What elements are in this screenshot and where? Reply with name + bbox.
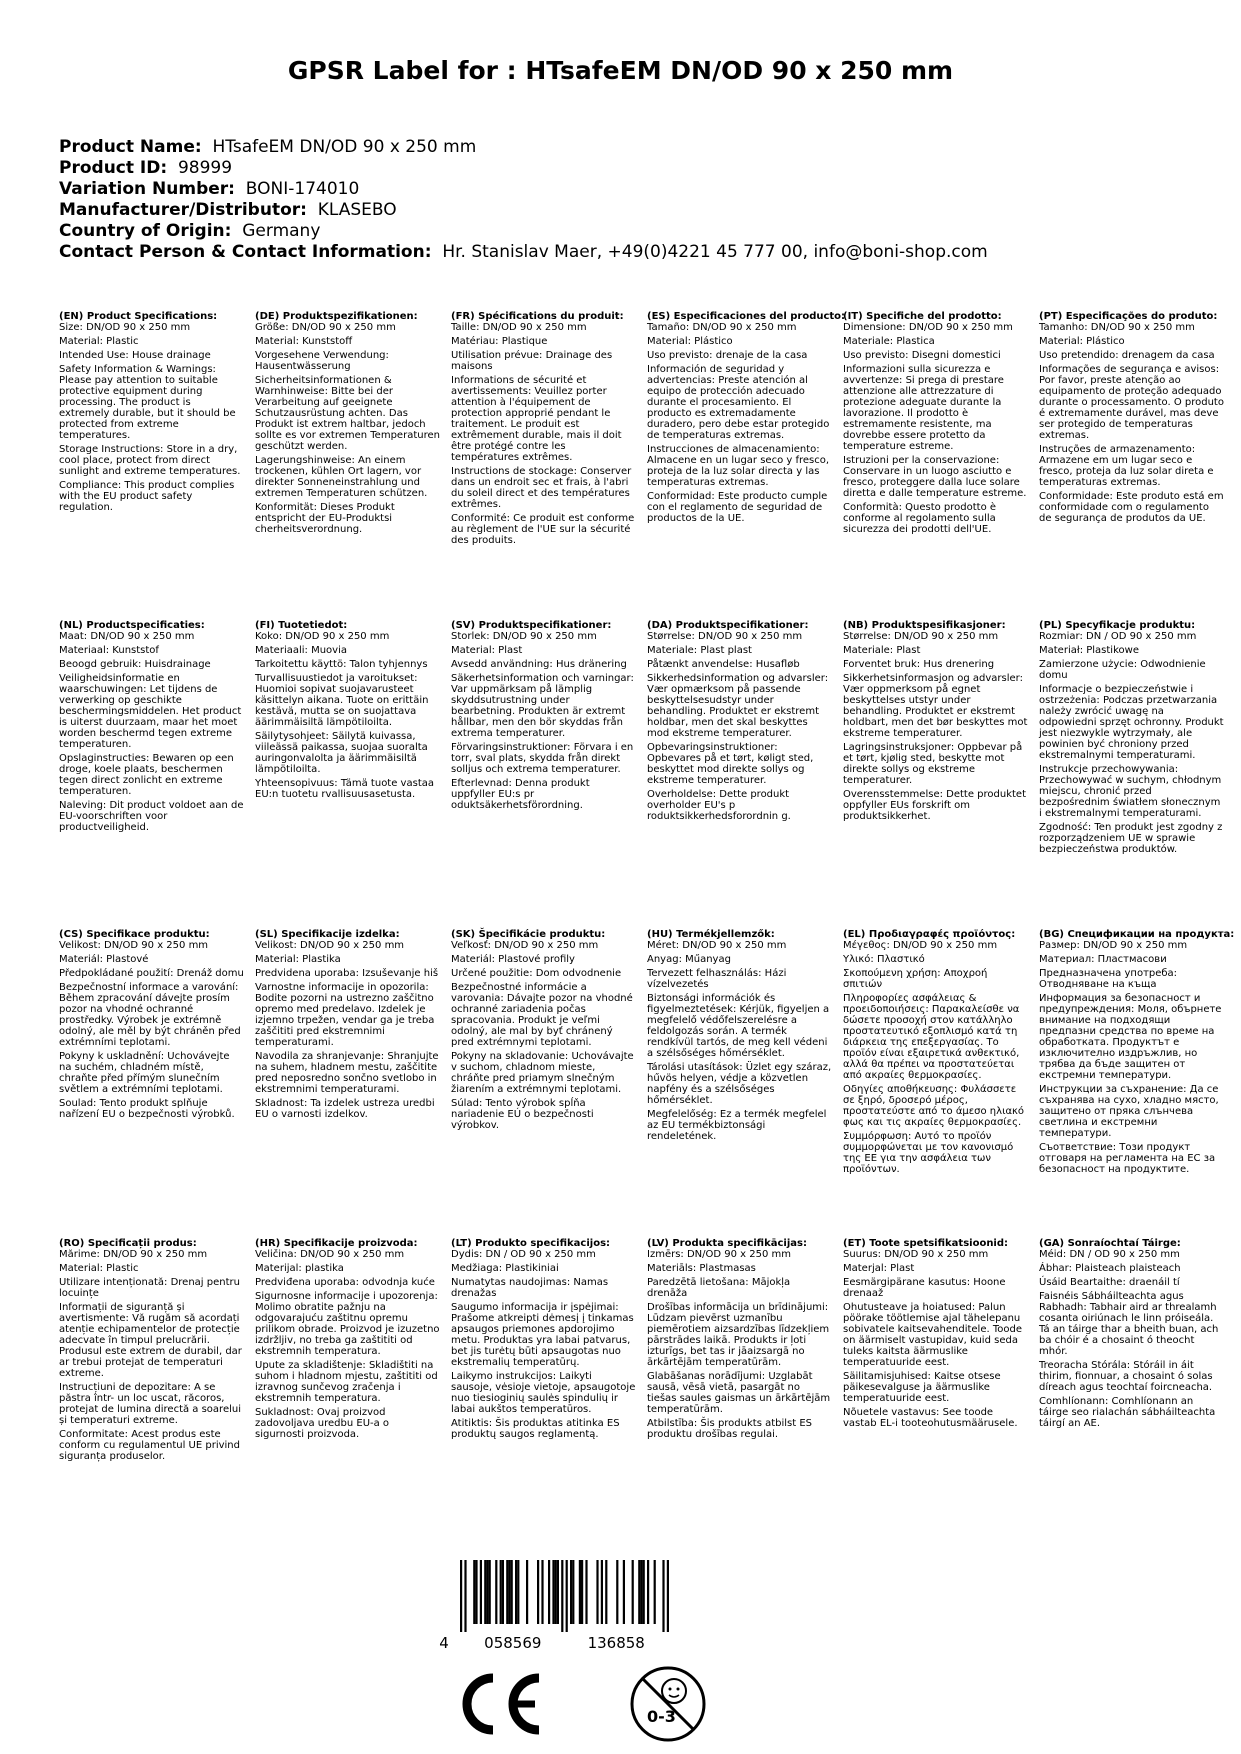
spec-paragraph: Σκοπούμενη χρήση: Αποχροή σπιτιών [843, 968, 988, 990]
spec-block [59, 620, 244, 836]
spec-paragraph: Materiál: Plastové profily [451, 954, 575, 965]
spec-paragraph: Materiāls: Plastmasas [647, 1263, 756, 1274]
spec-paragraph: Material: Plastic [59, 1263, 139, 1274]
barcode-bar [632, 1560, 634, 1624]
barcode-bar [643, 1560, 645, 1624]
barcode-bar [473, 1560, 475, 1624]
barcode-bar [500, 1560, 502, 1624]
spec-block [451, 929, 636, 1134]
spec-block [843, 1238, 1028, 1432]
spec-paragraph: Safety Information & Warnings: Please pay attention to suitable protective equipment during processing. The product is extremely durable, but it should be protected from extreme temperatures. [59, 364, 236, 441]
spec-paragraph: Forventet bruk: Hus drenering [843, 659, 995, 670]
spec-paragraph: Zgodność: Ten produkt jest zgodny z rozporządzeniem UE w sprawie bezpieczeństwa produktów. [1039, 822, 1223, 855]
spec-paragraph: Bezpečnostní informace a varování: Během zpracování dávejte prosím pozor na vhodné ochranné prostředky. Výrobek je extrémně odolný, ale měl by být chráněn před extrémními teplotami. [59, 982, 241, 1048]
barcode-bars [436, 1560, 736, 1660]
spec-paragraph: Bezpečnostné informácie a varovania: Dávajte pozor na vhodné ochranné zariadenia počas spracovania. Produkt je veľmi odolný, ale mal by byť chránený pred extrémnymi teplotami. [451, 982, 633, 1048]
product-info [59, 137, 1189, 263]
spec-paragraph: Υλικό: Πλαστικό [843, 954, 925, 965]
spec-paragraph: Pokyny k uskladnění: Uchovávejte na suchém, chladném místě, chraňte před přímým slunečním světlem a extrémními teplotami. [59, 1051, 230, 1095]
spec-heading: (EL) Προδιαγραφές προϊόντος: [843, 929, 1016, 940]
spec-paragraph: Størrelse: DN/OD 90 x 250 mm [647, 631, 803, 642]
spec-paragraph: Materjal: Plast [843, 1263, 915, 1274]
spec-paragraph: Eesmärgipärane kasutus: Hoone drenaaž [843, 1277, 1006, 1299]
spec-paragraph: Varnostne informacije in opozorila: Bodite pozorni na ustrezno zaščitno opremo med predelavo. Izdelek je izjemno trpežen, vendar ga je treba zaščititi pred ekstremnimi temperaturami. [255, 982, 435, 1048]
spec-paragraph: Méid: DN / OD 90 x 250 mm [1039, 1249, 1180, 1260]
barcode-bar [537, 1560, 539, 1624]
spec-paragraph: Instructions de stockage: Conserver dans un endroit sec et frais, à l'abri du soleil direct et des températures extrêmes. [451, 466, 632, 510]
spec-paragraph: Instruções de armazenamento: Armazene em um lugar seco e fresco, proteja da luz solar direta e temperaturas extremas. [1039, 444, 1214, 488]
spec-heading: (NL) Productspecificaties: [59, 620, 205, 631]
barcode-bar [464, 1560, 466, 1632]
spec-paragraph: Konformität: Dieses Produkt entspricht der EU-Produktsi cherheitsverordnung. [255, 502, 395, 535]
spec-paragraph: Compliance: This product complies with the EU product safety regulation. [59, 480, 235, 513]
barcode-bar [647, 1560, 649, 1624]
spec-paragraph: Numatytas naudojimas: Namas drenažas [451, 1277, 609, 1299]
spec-paragraph: Atbilstība: Šis produkts atbilst ES produktu drošības regulai. [647, 1418, 813, 1440]
spec-paragraph: Súlad: Tento výrobok spĺňa nariadenie EÚ o bezpečnosti výrobkov. [451, 1098, 594, 1131]
spec-heading: (FR) Spécifications du produit: [451, 311, 624, 322]
spec-paragraph: Nõuetele vastavus: See toode vastab EL-i tooteohutusmäärusele. [843, 1407, 1018, 1429]
spec-paragraph: Lagringsinstruksjoner: Oppbevar på et tørt, kjølig sted, beskytte mot direkte sollys og ekstreme temperaturer. [843, 742, 1023, 786]
spec-paragraph: Material: Plástico [647, 336, 733, 347]
spec-paragraph: Tamaño: DN/OD 90 x 250 mm [647, 322, 797, 333]
info-variation-number: Variation Number: BONI-174010 [59, 179, 360, 199]
spec-paragraph: Úsáid Beartaithe: draenáil tí [1039, 1277, 1180, 1288]
spec-heading: (DA) Produktspecifikationer: [647, 620, 809, 631]
spec-paragraph: Overholdelse: Dette produkt overholder EU's p roduktsikkerhedsforordnin g. [647, 789, 791, 822]
spec-paragraph: Megfelelőség: Ez a termék megfelel az EU termékbiztonsági rendeletének. [647, 1109, 827, 1142]
spec-paragraph: Sikkerhetsinformasjon og advarsler: Vær oppmerksom på egnet beskyttelses utstyr under behandling. Produktet er ekstremt holdbart, men det bør beskyttes mot ekstreme temperaturer. [843, 673, 1028, 739]
barcode-bar [654, 1560, 656, 1624]
spec-paragraph: Размер: DN/OD 90 x 250 mm [1039, 940, 1188, 951]
info-product-id: Product ID: 98999 [59, 158, 233, 178]
barcode-bar [570, 1560, 572, 1624]
spec-heading: (DE) Produktspezifikationen: [255, 311, 418, 322]
barcode-bar [480, 1560, 482, 1624]
spec-paragraph: Biztonsági információk és figyelmeztetések: Kérjük, figyeljen a megfelelő védőfelszerelésre a feldolgozás során. A termék rendkívül tartós, de meg kell védeni a szélsőséges hőmérséklet. [647, 993, 830, 1059]
spec-paragraph: Uso previsto: drenaje de la casa [647, 350, 808, 361]
spec-paragraph: Dydis: DN / OD 90 x 250 mm [451, 1249, 596, 1260]
spec-paragraph: Säilytysohjeet: Säilytä kuivassa, viileässä paikassa, suojaa suoralta auringonvalolta ja äärimmäisiltä lämpötiloilta. [255, 731, 428, 775]
spec-paragraph: Material: Plast [451, 645, 523, 656]
spec-paragraph: Opbevaringsinstruktioner: Opbevares på et tørt, køligt sted, beskyttet mod direkte sollys og ekstreme temperaturer. [647, 742, 814, 786]
spec-paragraph: Materiál: Plastové [59, 954, 149, 965]
spec-paragraph: Förvaringsinstruktioner: Förvara i en torr, sval plats, skydda från direkt solljus och extrema temperaturer. [451, 742, 634, 775]
spec-heading: (PL) Specyfikacje produktu: [1039, 620, 1196, 631]
spec-paragraph: Izmērs: DN/OD 90 x 250 mm [647, 1249, 792, 1260]
barcode-bar [515, 1560, 517, 1624]
spec-paragraph: Conformitate: Acest produs este conform cu regulamentul UE privind siguranța produselor. [59, 1429, 240, 1462]
barcode-bar [526, 1560, 528, 1624]
spec-paragraph: Storlek: DN/OD 90 x 250 mm [451, 631, 597, 642]
spec-block [843, 929, 1028, 1178]
spec-paragraph: Οδηγίες αποθήκευσης: Φυλάσσετε σε ξηρό, δροσερό μέρος, προστατεύστε από το άμεσο ηλιακό φως και τις ακραίες θερμοκρασίες. [843, 1084, 1025, 1128]
spec-paragraph: Materiale: Plastica [843, 336, 935, 347]
spec-paragraph: Velikost: DN/OD 90 x 250 mm [255, 940, 405, 951]
spec-paragraph: Naleving: Dit product voldoet aan de EU-voorschriften voor productveiligheid. [59, 800, 244, 833]
spec-paragraph: Conformidad: Este producto cumple con el reglamento de seguridad de productos de la UE. [647, 491, 828, 524]
barcode-bar [667, 1560, 669, 1632]
spec-heading: (GA) Sonraíochtaí Táirge: [1039, 1238, 1181, 1249]
spec-paragraph: Drošības informācija un brīdinājumi: Lūdzam pievērst uzmanību piemērotiem aizsardzības līdzekļiem pārstrādes laikā. Produkts ir ļoti izturīgs, bet tas ir jāaizsargā no ārkārtējām temperatūrām. [647, 1302, 830, 1368]
barcode-bar [596, 1560, 598, 1624]
spec-paragraph: Информация за безопасност и предупреждения: Моля, обърнете внимание на подходящи предпазни средства по време на обработката. Продуктът е изключително издръжлив, но трябва да бъде защитен от екстремни температури. [1039, 993, 1222, 1081]
barcode-bar [572, 1560, 574, 1624]
spec-paragraph: Μέγεθος: DN/OD 90 x 250 mm [843, 940, 998, 951]
spec-paragraph: Anyag: Műanyag [647, 954, 731, 965]
spec-paragraph: Συμμόρφωση: Αυτό το προϊόν συμμορφώνεται με τον κανονισμό της ΕΕ για την ασφάλεια των προϊόντων. [843, 1131, 1014, 1175]
spec-block [59, 311, 244, 516]
spec-block [255, 1238, 440, 1443]
svg-text:0-3: 0-3 [647, 1707, 676, 1726]
barcode-digits: 136858 [587, 1634, 645, 1652]
spec-heading: (IT) Specifiche del prodotto: [843, 311, 1002, 322]
spec-paragraph: Beoogd gebruik: Huisdrainage [59, 659, 211, 670]
spec-paragraph: Predviđena uporaba: odvodnja kuće [255, 1277, 435, 1288]
barcode-bar [475, 1560, 477, 1624]
spec-paragraph: Soulad: Tento produkt splňuje nařízení EU o bezpečnosti výrobků. [59, 1098, 235, 1120]
spec-heading: (BG) Спецификации на продукта: [1039, 929, 1235, 940]
spec-block [255, 929, 440, 1123]
spec-paragraph: Veľkosť: DN/OD 90 x 250 mm [451, 940, 599, 951]
spec-paragraph: Sigurnosne informacije i upozorenja: Molimo obratite pažnju na odgovarajuću zaštitnu opremu prilikom obrade. Proizvod je izuzetno izdržljiv, no treba ga zaštititi od ekstremnih temperatura. [255, 1291, 440, 1357]
spec-block [451, 311, 636, 549]
barcode-bar [640, 1560, 642, 1624]
spec-heading: (SK) Špecifikácie produktu: [451, 929, 606, 940]
spec-block [59, 929, 244, 1123]
spec-paragraph: Utilisation prévue: Drainage des maisons [451, 350, 613, 372]
spec-paragraph: Rozmiar: DN / OD 90 x 250 mm [1039, 631, 1197, 642]
spec-paragraph: Materiale: Plast [843, 645, 921, 656]
spec-paragraph: Lagerungshinweise: An einem trockenen, kühlen Ort lagern, vor direkter Sonneneinstrahlung und extremen Temperaturen schützen. [255, 455, 428, 499]
spec-paragraph: Overensstemmelse: Dette produktet oppfyller EUs forskrift om produktsikkerhet. [843, 789, 1026, 822]
spec-paragraph: Materijal: plastika [255, 1263, 344, 1274]
spec-paragraph: Tamanho: DN/OD 90 x 250 mm [1039, 322, 1195, 333]
age-warning-icon [628, 1664, 708, 1748]
spec-paragraph: Инструкции за съхранение: Да се съхранява на сухо, хладно място, защитено от пряка слънчева светлина и екстремни температури. [1039, 1084, 1219, 1139]
barcode-bar [511, 1560, 513, 1624]
spec-paragraph: Treoracha Stórála: Stóráil in áit thirim, fionnuar, a chosaint ó solas díreach agus teochtaí foircneacha. [1039, 1360, 1213, 1393]
spec-paragraph: Opslaginstructies: Bewaren op een droge, koele plaats, beschermen tegen direct zonlicht en extreme temperaturen. [59, 753, 234, 797]
spec-paragraph: Atitiktis: Šis produktas atitinka ES produktų saugos reglamentą. [451, 1418, 620, 1440]
spec-paragraph: Matériau: Plastique [451, 336, 548, 347]
spec-heading: (ES) Especificaciones del producto: [647, 311, 846, 322]
spec-paragraph: Avsedd användning: Hus dränering [451, 659, 627, 670]
barcode-bar [566, 1560, 568, 1632]
spec-heading: (LV) Produkta specifikācijas: [647, 1238, 807, 1249]
spec-paragraph: Påtænkt anvendelse: Husafløb [647, 659, 800, 670]
spec-paragraph: Veličina: DN/OD 90 x 250 mm [255, 1249, 405, 1260]
spec-heading: (RO) Specificații produs: [59, 1238, 197, 1249]
info-country: Country of Origin: Germany [59, 221, 321, 241]
spec-heading: (ET) Toote spetsifikatsioonid: [843, 1238, 1009, 1249]
spec-paragraph: Navodila za shranjevanje: Shranjujte na suhem, hladnem mestu, zaščitite pred neposredno sončno svetlobo in ekstremnimi temperaturami. [255, 1051, 439, 1095]
info-contact: Contact Person & Contact Information: Hr. Stanislav Maer, +49(0)4221 45 777 00, info@boni-shop.com [59, 242, 988, 262]
spec-block [255, 311, 440, 538]
barcode-bar [616, 1560, 618, 1624]
spec-paragraph: Säilitamisjuhised: Kaitse otsese päikesevalguse ja äärmuslike temperatuuride eest. [843, 1371, 1001, 1404]
spec-paragraph: Velikost: DN/OD 90 x 250 mm [59, 940, 209, 951]
info-product-name: Product Name: HTsafeEM DN/OD 90 x 250 mm [59, 137, 477, 157]
barcode-bar [484, 1560, 486, 1624]
spec-paragraph: Comhlíonann: Comhlíonann an táirge seo rialachán sábháilteachta táirgí an AE. [1039, 1396, 1216, 1429]
spec-paragraph: Vorgesehene Verwendung: Hausentwässerung [255, 350, 389, 372]
spec-paragraph: Saugumo informacija ir įspėjimai: Prašome atkreipti dėmesį į tinkamas apsaugos priemones apdorojimo metu. Produktas yra labai patvarus, bet jis turėtų būti apsaugotas nuo ekstremalių temperatūrų. [451, 1302, 634, 1368]
spec-paragraph: Zamierzone użycie: Odwodnienie domu [1039, 659, 1206, 681]
spec-block [59, 1238, 244, 1465]
spec-paragraph: Informații de siguranță și avertismente: Vă rugăm să acordați atenție echipamentelor de protecție adecvate în timpul prelucrării. Produsul este extrem de durabil, dar ar trebui protejat de temperaturi extreme. [59, 1302, 242, 1379]
spec-paragraph: Съответствие: Този продукт отговаря на регламента на ЕС за безопасност на продуктите. [1039, 1142, 1216, 1175]
spec-block [255, 620, 440, 803]
barcode-bar [662, 1560, 664, 1632]
spec-paragraph: Información de seguridad y advertencias: Preste atención al equipo de protección adecuado durante el procesamiento. El producto es extremadamente duradero, pero debe estar protegido de temperaturas extremas. [647, 364, 830, 441]
spec-paragraph: Glabāšanas norādījumi: Uzglabāt sausā, vēsā vietā, pasargāt no tiešas saules gaismas un ārkārtējām temperatūrām. [647, 1371, 831, 1415]
barcode-bar [489, 1560, 491, 1624]
spec-paragraph: Material: Plástico [1039, 336, 1125, 347]
spec-paragraph: Materiaali: Muovia [255, 645, 347, 656]
spec-block [1039, 620, 1224, 858]
barcode-bar [581, 1560, 583, 1624]
spec-paragraph: Skladnost: Ta izdelek ustreza uredbi EU o varnosti izdelkov. [255, 1098, 435, 1120]
barcode-bar [495, 1560, 497, 1624]
barcode-bar [557, 1560, 559, 1624]
spec-paragraph: Ohutusteave ja hoiatused: Palun pöörake töötlemise ajal tähelepanu sobivatele kaitsevahenditele. Toode on äärmiselt vastupidav, kuid seda tuleks kaitsta äärmuslike temperatuuride eest. [843, 1302, 1022, 1368]
spec-paragraph: Yhteensopivuus: Tämä tuote vastaa EU:n tuotetu rvallisuusasetusta. [255, 778, 434, 800]
barcode-bar [541, 1560, 543, 1624]
spec-paragraph: Sukladnost: Ovaj proizvod zadovoljava uredbu EU-a o sigurnosti proizvoda. [255, 1407, 390, 1440]
barcode-digits: 058569 [484, 1634, 542, 1652]
spec-paragraph: Ábhar: Plaisteach plaisteach [1039, 1263, 1181, 1274]
barcode-digits: 4 [439, 1634, 449, 1652]
spec-heading: (LT) Produkto specifikacijos: [451, 1238, 611, 1249]
barcode-bar [460, 1560, 462, 1632]
spec-block [843, 620, 1028, 825]
spec-paragraph: Instrucciones de almacenamiento: Almacene en un lugar seco y fresco, proteja de la luz solar directa y las temperaturas extremas. [647, 444, 830, 488]
spec-paragraph: Uso previsto: Disegni domestici [843, 350, 1001, 361]
barcode-bar [585, 1560, 587, 1624]
barcode-bar [506, 1560, 508, 1624]
spec-paragraph: Предназначена употреба: Отводняване на къща [1039, 968, 1178, 990]
spec-block [1039, 929, 1235, 1178]
spec-paragraph: Informazioni sulla sicurezza e avvertenze: Si prega di prestare attenzione alle attrezzature di protezione adeguate durante la lavorazione. Il prodotto è estremamente resistente, ma dovrebbe essere protetto da temperature estreme. [843, 364, 1004, 452]
spec-paragraph: Utilizare intenționată: Drenaj pentru locuințe [59, 1277, 240, 1299]
spec-paragraph: Informations de sécurité et avertissements: Veuillez porter attention à l'équipement de protection approprié pendant le traitement. Le produit est extrêmement durable, mais il doit être protégé contre les températures extrêmes. [451, 375, 622, 463]
spec-paragraph: Tárolási utasítások: Üzlet egy száraz, hűvös helyen, védje a közvetlen napfény és a szélsőséges hőmérséklet. [647, 1062, 832, 1106]
spec-paragraph: Informacje o bezpieczeństwie i ostrzeżenia: Podczas przetwarzania należy zwrócić uwagę na odpowiedni sprzęt ochronny. Produkt jest niezwykle wytrzymały, ale powinien być chroniony przed ekstremalnymi temperaturami. [1039, 684, 1224, 761]
barcode-bar [502, 1560, 504, 1624]
spec-paragraph: Taille: DN/OD 90 x 250 mm [451, 322, 587, 333]
spec-paragraph: Laikymo instrukcijos: Laikyti sausoje, vėsioje vietoje, apsaugotoje nuo tiesioginių saulės spindulių ir labai aukštos temperatūros. [451, 1371, 636, 1415]
spec-paragraph: Upute za skladištenje: Skladištiti na suhom i hladnom mjestu, zaštititi od izravnog sunčevog zračenja i ekstremnih temperatura. [255, 1360, 438, 1404]
spec-block [1039, 311, 1224, 527]
spec-paragraph: Conformità: Questo prodotto è conforme al regolamento sulla sicurezza dei prodotti dell'UE. [843, 502, 997, 535]
spec-paragraph: Předpokládané použití: Drenáž domu [59, 968, 244, 979]
spec-paragraph: Medžiaga: Plastikiniai [451, 1263, 559, 1274]
spec-heading: (HU) Termékjellemzők: [647, 929, 775, 940]
spec-paragraph: Materiale: Plast plast [647, 645, 752, 656]
spec-paragraph: Určené použitie: Dom odvodnenie [451, 968, 622, 979]
spec-paragraph: Materiaal: Kunststof [59, 645, 159, 656]
barcode-bar [486, 1560, 488, 1624]
spec-paragraph: Storage Instructions: Store in a dry, cool place, protect from direct sunlight and extreme temperatures. [59, 444, 241, 477]
page-title: GPSR Label for : HTsafeEM DN/OD 90 x 250 mm [287, 56, 954, 85]
spec-paragraph: Материал: Пластмасови [1039, 954, 1167, 965]
spec-paragraph: Turvallisuustiedot ja varoitukset: Huomioi sopivat suojavarusteet käsittelyn aikana. Tuote on erittäin kestävä, mutta se on suojattava äärimmäisiltä lämpötiloilta. [255, 673, 429, 728]
spec-paragraph: Pokyny na skladovanie: Uchovávajte v suchom, chladnom mieste, chráňte pred priamym slnečným žiarením a extrémnymi teplotami. [451, 1051, 634, 1095]
spec-paragraph: Size: DN/OD 90 x 250 mm [59, 322, 191, 333]
spec-paragraph: Πληροφορίες ασφάλειας & προειδοποιήσεις: Παρακαλείσθε να δώσετε προσοχή στον κατάλληλο προστατευτικό εξοπλισμό κατά τη διάρκεια της επεξεργασίας. Το προϊόν είναι εξαιρετικά ανθεκτικό, αλλά θα πρέπει να προστατεύεται από ακραίες θερμοκρασίες. [843, 993, 1020, 1081]
spec-paragraph: Dimensione: DN/OD 90 x 250 mm [843, 322, 1013, 333]
spec-heading: (SL) Specifikacije izdelka: [255, 929, 400, 940]
barcode-bar [579, 1560, 581, 1624]
spec-paragraph: Størrelse: DN/OD 90 x 250 mm [843, 631, 999, 642]
spec-paragraph: Tervezett felhasználás: Házi vízelvezetés [647, 968, 787, 990]
spec-paragraph: Veiligheidsinformatie en waarschuwingen: Let tijdens de verwerking op geschikte beschermingsmiddelen. Het product is uiterst duurzaam, maar het moet worden beschermd tegen extreme temperaturen. [59, 673, 242, 750]
spec-paragraph: Materiał: Plastikowe [1039, 645, 1139, 656]
spec-paragraph: Instrucțiuni de depozitare: A se păstra într- un loc uscat, răcoros, protejat de lumina directă a soarelui și temperaturi extreme. [59, 1382, 241, 1426]
barcode-bar [552, 1560, 554, 1624]
barcode-bar [508, 1560, 510, 1624]
spec-block [451, 1238, 636, 1443]
spec-paragraph: Faisnéis Sábháilteachta agus Rabhadh: Tabhair aird ar threalamh cosanta oiriúnach le linn próiseála. Tá an táirge thar a bheith buan, ach ba chóir é a chosaint ó theocht mhór. [1039, 1291, 1219, 1357]
spec-heading: (PT) Especificações do produto: [1039, 311, 1218, 322]
spec-paragraph: Conformité: Ce produit est conforme au règlement de l'UE sur la sécurité des produits. [451, 513, 635, 546]
barcode-bar [555, 1560, 557, 1624]
barcode-bar [517, 1560, 519, 1624]
spec-heading: (CS) Specifikace produktu: [59, 929, 210, 940]
barcode-bar [623, 1560, 625, 1624]
barcode-bar [601, 1560, 603, 1624]
spec-paragraph: Mărime: DN/OD 90 x 250 mm [59, 1249, 208, 1260]
spec-paragraph: Material: Plastic [59, 336, 139, 347]
ean-barcode [436, 1560, 736, 1660]
spec-paragraph: Sikkerhedsinformation og advarsler: Vær opmærksom på passende beskyttelsesudstyr under behandling. Produktet er ekstremt holdbar, men det skal beskyttes mod ekstreme temperaturer. [647, 673, 829, 739]
spec-paragraph: Paredzētā lietošana: Mājokļa drenāža [647, 1277, 791, 1299]
spec-paragraph: Größe: DN/OD 90 x 250 mm [255, 322, 396, 333]
spec-block [647, 620, 832, 825]
spec-paragraph: Conformidade: Este produto está em conformidade com o regulamento de segurança de produtos da UE. [1039, 491, 1224, 524]
spec-paragraph: Informações de segurança e avisos: Por favor, preste atenção ao equipamento de proteção adequado durante o processamento. O produto é extremamente durável, mas deve ser protegido de temperaturas extremas. [1039, 364, 1224, 441]
spec-block [451, 620, 636, 814]
spec-paragraph: Material: Plastika [255, 954, 341, 965]
spec-block [647, 311, 846, 527]
spec-heading: (HR) Specifikacije proizvoda: [255, 1238, 418, 1249]
spec-block [647, 1238, 832, 1443]
barcode-bar [561, 1560, 563, 1632]
spec-block [647, 929, 832, 1145]
spec-paragraph: Predvidena uporaba: Izsuševanje hiš [255, 968, 439, 979]
spec-paragraph: Maat: DN/OD 90 x 250 mm [59, 631, 195, 642]
spec-paragraph: Istruzioni per la conservazione: Conservare in un luogo asciutto e fresco, proteggere dalla luce solare diretta e dalle temperature estreme. [843, 455, 1027, 499]
spec-block [1039, 1238, 1224, 1432]
spec-block [843, 311, 1028, 538]
spec-paragraph: Suurus: DN/OD 90 x 250 mm [843, 1249, 989, 1260]
barcode-bar [605, 1560, 607, 1624]
spec-paragraph: Koko: DN/OD 90 x 250 mm [255, 631, 390, 642]
spec-heading: (NB) Produktspesifikasjoner: [843, 620, 1006, 631]
spec-paragraph: Uso pretendido: drenagem da casa [1039, 350, 1215, 361]
spec-heading: (EN) Product Specifications: [59, 311, 218, 322]
barcode-bar [638, 1560, 640, 1624]
spec-heading: (FI) Tuotetiedot: [255, 620, 348, 631]
spec-paragraph: Intended Use: House drainage [59, 350, 211, 361]
barcode-bar [548, 1560, 550, 1624]
ce-mark [455, 1672, 545, 1740]
spec-paragraph: Méret: DN/OD 90 x 250 mm [647, 940, 787, 951]
spec-paragraph: Instrukcje przechowywania: Przechowywać w suchym, chłodnym miejscu, chronić przed bezpośrednim światłem słonecznym i ekstremalnymi temperaturami. [1039, 764, 1222, 819]
spec-heading: (SV) Produktspecifikationer: [451, 620, 612, 631]
spec-paragraph: Efterlevnad: Denna produkt uppfyller EU:s pr oduktsäkerhetsförordning. [451, 778, 590, 811]
spec-paragraph: Material: Kunststoff [255, 336, 353, 347]
info-manufacturer: Manufacturer/Distributor: KLASEBO [59, 200, 397, 220]
spec-paragraph: Säkerhetsinformation och varningar: Var uppmärksam på lämplig skyddsutrustning under bearbetning. Produkten är extremt hållbar, men den bör skyddas från extrema temperaturer. [451, 673, 634, 739]
spec-paragraph: Sicherheitsinformationen & Warnhinweise: Bitte bei der Verarbeitung auf geeignete Schutzausrüstung achten. Das Produkt ist extrem haltbar, jedoch sollte es vor extremen Temperaturen geschützt werden. [255, 375, 440, 452]
spec-paragraph: Tarkoitettu käyttö: Talon tyhjennys [255, 659, 428, 670]
